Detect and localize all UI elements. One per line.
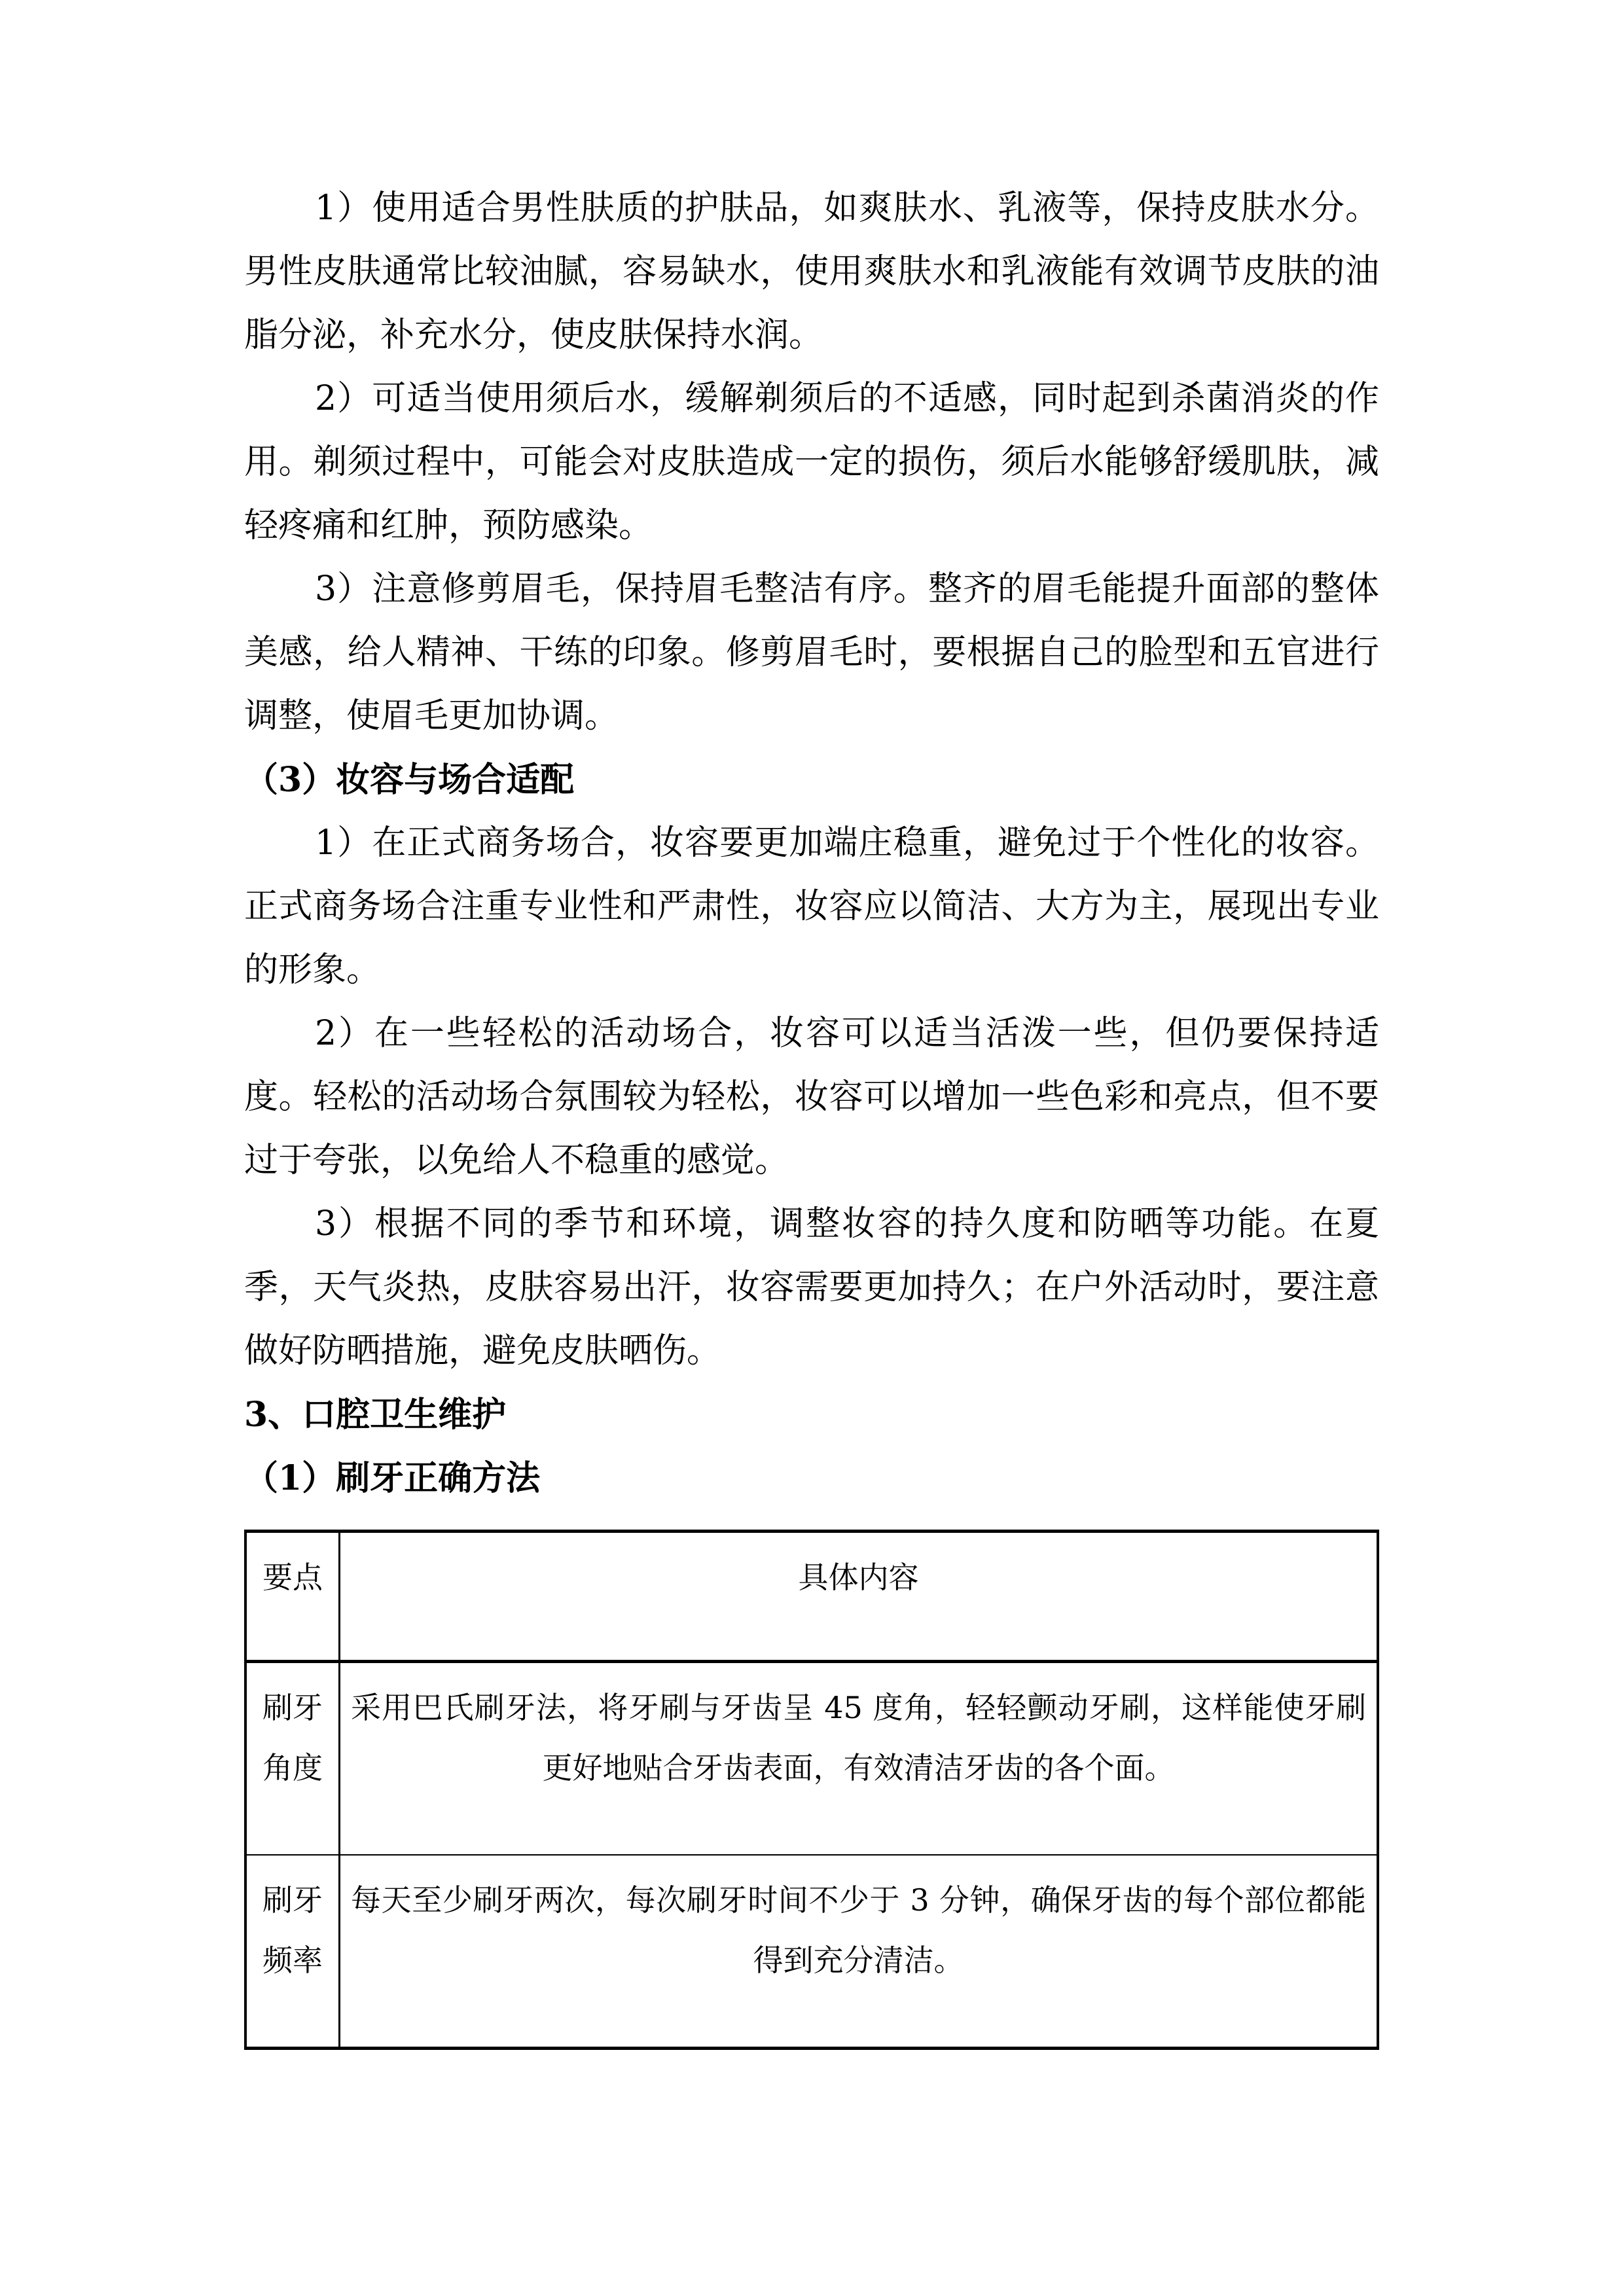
table-row-key-label: 刷牙角度 [262, 1690, 323, 1785]
table-header-cell-key [245, 1532, 340, 1662]
brushing-method-table [244, 1530, 1379, 2050]
table-header-cell-value [340, 1532, 1379, 1662]
table-row [245, 1855, 1378, 2049]
paragraph-season-environment: 3）根据不同的季节和环境，调整妆容的持久度和防晒等功能。在夏季，天气炎热，皮肤容易出汗，妆容需要更加持久；在户外活动时，要注意做好防晒措施，避免皮肤晒伤。 [244, 1204, 1379, 1371]
heading-makeup-occasion: （3）妆容与场合适配 [244, 760, 575, 800]
heading-brushing-method: （1）刷牙正确方法 [244, 1458, 541, 1498]
table-cell-key-angle [245, 1662, 340, 1856]
paragraph-casual-occasion: 2）在一些轻松的活动场合，妆容可以适当活泼一些，但仍要保持适度。轻松的活动场合氛围较为轻松，妆容可以增加一些色彩和亮点，但不要过于夸张，以免给人不稳重的感觉。 [244, 1014, 1379, 1180]
brushing-method-table-wrapper [244, 1530, 1379, 2050]
paragraph-eyebrow-trim: 3）注意修剪眉毛，保持眉毛整洁有序。整齐的眉毛能提升面部的整体美感，给人精神、干练的印象。修剪眉毛时，要根据自己的脸型和五官进行调整，使眉毛更加协调。 [244, 569, 1379, 736]
table-row [245, 1662, 1378, 1856]
table-header-label-key: 要点 [262, 1560, 323, 1595]
table-header-label-value: 具体内容 [798, 1560, 919, 1595]
table-cell-value-frequency [340, 1855, 1379, 2049]
paragraph-formal-business: 1）在正式商务场合，妆容要更加端庄稳重，避免过于个性化的妆容。正式商务场合注重专业性和严肃性，妆容应以简洁、大方为主，展现出专业的形象。 [244, 823, 1379, 990]
paragraph-skincare-products: 1）使用适合男性肤质的护肤品，如爽肤水、乳液等，保持皮肤水分。男性皮肤通常比较油腻，容易缺水，使用爽肤水和乳液能有效调节皮肤的油脂分泌，补充水分，使皮肤保持水润。 [244, 188, 1379, 355]
table-cell-value-angle [340, 1662, 1379, 1856]
table-row-key-label: 刷牙频率 [262, 1882, 323, 1978]
page-content [244, 177, 1379, 2050]
table-header-row [245, 1532, 1378, 1662]
table-row-value-text: 每天至少刷牙两次，每次刷牙时间不少于 3 分钟，确保牙齿的每个部位都能得到充分清洁。 [351, 1882, 1366, 1978]
paragraph-aftershave: 2）可适当使用须后水，缓解剃须后的不适感，同时起到杀菌消炎的作用。剃须过程中，可能会对皮肤造成一定的损伤，须后水能够舒缓肌肤，减轻疼痛和红肿，预防感染。 [244, 379, 1379, 545]
table-cell-key-frequency [245, 1855, 340, 2049]
heading-oral-hygiene: 3、口腔卫生维护 [244, 1395, 507, 1435]
table-row-value-text: 采用巴氏刷牙法，将牙刷与牙齿呈 45 度角，轻轻颤动牙刷，这样能使牙刷更好地贴合牙齿表面，有效清洁牙齿的各个面。 [351, 1690, 1366, 1785]
